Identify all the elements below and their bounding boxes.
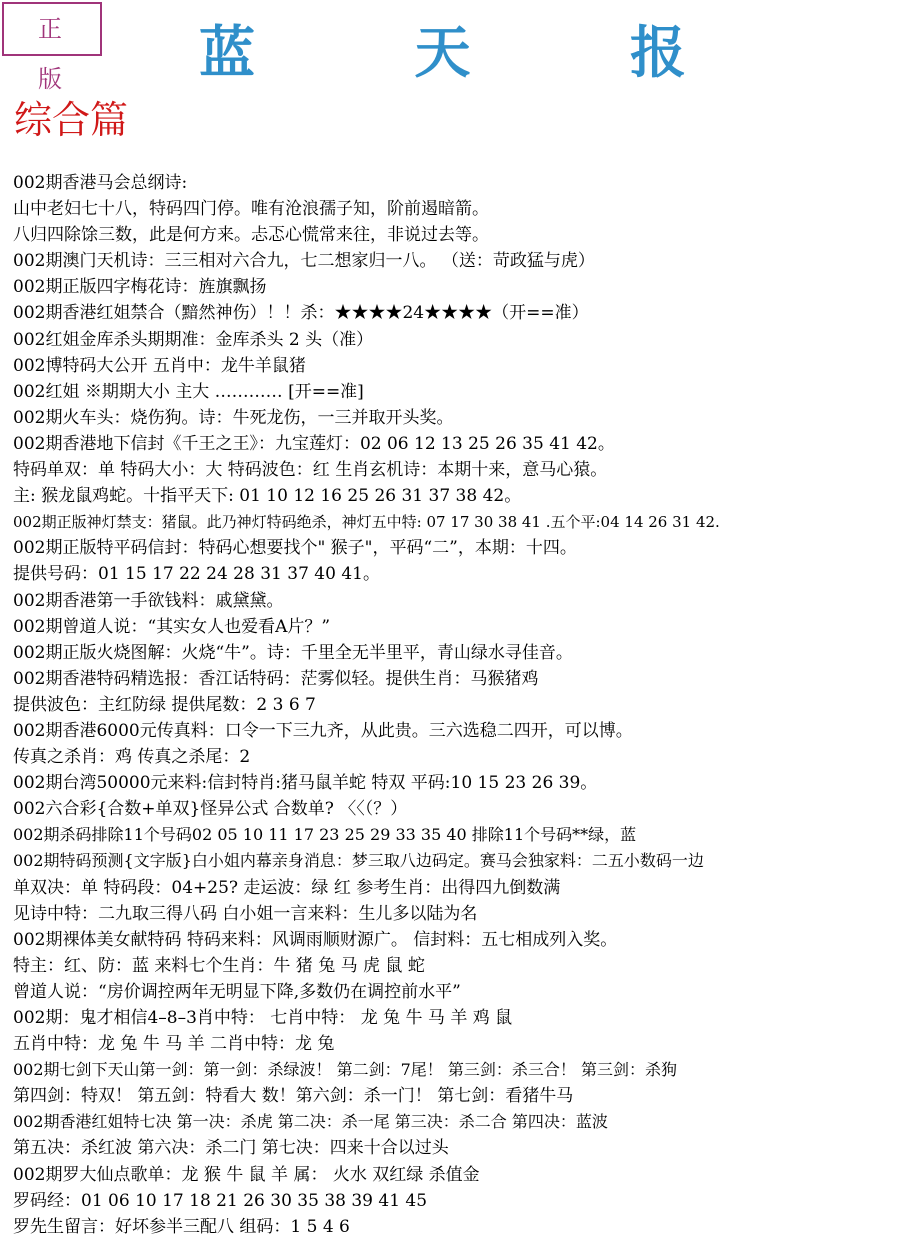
text-line: 002红姐 ※期期大小 主大 ………… [开==准]	[13, 381, 364, 402]
text-line: 002期：鬼才相信4–8–3肖中特： 七肖中特： 龙 兔 牛 马 羊 鸡 鼠	[13, 1008, 513, 1028]
text-line: 002期正版特平码信封：特码心想要找个" 猴子"，平码“二”，本期：十四。	[13, 538, 577, 559]
text-line: 002期香港红姐禁合（黯然神伤）！！杀：★★★★24★★★★（开==准）	[13, 303, 589, 324]
text-line: 山中老妇七十八，特码四门停。唯有沧浪孺子知，阶前遏暗箭。	[13, 199, 489, 220]
text-line: 见诗中特：二九取三得八码 白小姐一言来料：生儿多以陆为名	[13, 903, 478, 924]
text-line: 002博特码大公开 五肖中：龙牛羊鼠猪	[13, 355, 306, 376]
text-line: 002期七剑下天山第一剑：第一剑：杀绿波！ 第二剑：7尾！ 第三剑：杀三合！ 第三剑：杀狗	[13, 1060, 677, 1080]
text-line: 002期香港马会总纲诗:	[13, 173, 188, 193]
text-line: 五肖中特：龙 兔 牛 马 羊 二肖中特：龙 兔	[13, 1034, 335, 1055]
text-line: 002期特码预测{文字版}白小姐内幕亲身消息：梦三取八边码定。赛马会独家料：二五小数码一边	[13, 851, 704, 871]
text-line: 002期曾道人说：“其实女人也爱看A片？”	[13, 616, 331, 637]
text-line: 002期澳门天机诗：三三相对六合九，七二想家归一八。 （送：苛政猛与虎）	[13, 251, 595, 272]
text-line: 特码单双：单 特码大小：大 特码波色：红 生肖玄机诗：本期十来，意马心猿。	[13, 460, 608, 481]
text-line: 002期香港第一手欲钱料：戚黛黛。	[13, 590, 284, 611]
text-line: 002期香港红姐特七决 第一决：杀虎 第二决：杀一尾 第三决：杀二合 第四决：蓝波	[13, 1112, 608, 1132]
text-line: 002期正版火烧图解：火烧“牛”。诗：千里全无半里平，青山绿水寻佳音。	[13, 642, 573, 663]
text-line: 传真之杀肖：鸡 传真之杀尾：2	[13, 747, 251, 768]
section-heading: 综合篇	[14, 98, 129, 142]
text-line: 002期火车头：烧伤狗。诗：牛死龙伤，一三并取开头奖。	[13, 407, 454, 428]
text-line: 第四剑：特双！ 第五剑：特看大 数！第六剑：杀一门！ 第七剑：看猪牛马	[13, 1086, 574, 1107]
newspaper-title: 蓝 天 报	[199, 20, 756, 86]
text-line: 特主：红、防：蓝 来料七个生肖：牛 猪 兔 马 虎 鼠 蛇	[13, 955, 425, 976]
text-line: 002六合彩{合数+单双}怪异公式 合数单? 〈〈（？）	[13, 799, 408, 820]
text-line: 002期正版神灯禁支：猪鼠。此乃神灯特码绝杀，神灯五中特: 07 17 30 38 41 .五个平:04 14 26 31 42.	[13, 513, 720, 532]
text-line: 曾道人说：“房价调控两年无明显下降,多数仍在调控前水平”	[13, 981, 461, 1002]
text-line: 提供号码：01 15 17 22 24 28 31 37 40 41。	[13, 564, 380, 585]
text-line: 002期香港6000元传真料：口令一下三九齐，从此贵。三六选稳二四开，可以博。	[13, 720, 633, 741]
text-line: 提供波色：主红防绿 提供尾数：2 3 6 7	[13, 694, 316, 715]
text-line: 罗码经：01 06 10 17 18 21 26 30 35 38 39 41 45	[13, 1190, 428, 1211]
text-line: 002期罗大仙点歌单：龙 猴 牛 鼠 羊 属： 火水 双红绿 杀值金	[13, 1164, 480, 1185]
text-line: 八归四除馀三数，此是何方来。忐忑心慌常来往，非说过去等。	[13, 225, 489, 246]
text-line: 002期台湾50000元来料:信封特肖:猪马鼠羊蛇 特双 平码:10 15 23 26 39。	[13, 773, 598, 794]
text-line: 002期香港特码精选报：香江话特码：茫雾似轻。提供生肖：马猴猪鸡	[13, 668, 539, 689]
article-body	[13, 170, 898, 1240]
text-line: 主: 猴龙鼠鸡蛇。十指平天下: 01 10 12 16 25 26 31 37 38 42。	[13, 486, 522, 507]
text-line: 单双决：单 特码段：04+25? 走运波：绿 红 参考生肖：出得四九倒数满	[13, 877, 561, 898]
text-line: 002红姐金库杀头期期准：金库杀头 2 头（准）	[13, 329, 374, 350]
edition-badge: 正 版	[2, 2, 102, 56]
text-line: 002期杀码排除11个号码02 05 10 11 17 23 25 29 33 35 40 排除11个号码**绿，蓝	[13, 825, 637, 845]
text-line: 罗先生留言：好坏参半三配八 组码：1 5 4 6	[13, 1216, 350, 1237]
text-line: 002期裸体美女献特码 特码来料：风调雨顺财源广。 信封料：五七相成列入奖。	[13, 929, 618, 950]
text-line: 002期正版四字梅花诗：旌旗飘扬	[13, 277, 267, 298]
text-line: 002期香港地下信封《千王之王》：九宝莲灯：02 06 12 13 25 26 35 41 42。	[13, 433, 615, 454]
text-line: 第五决：杀红波 第六决：杀二门 第七决：四来十合以过头	[13, 1138, 449, 1159]
